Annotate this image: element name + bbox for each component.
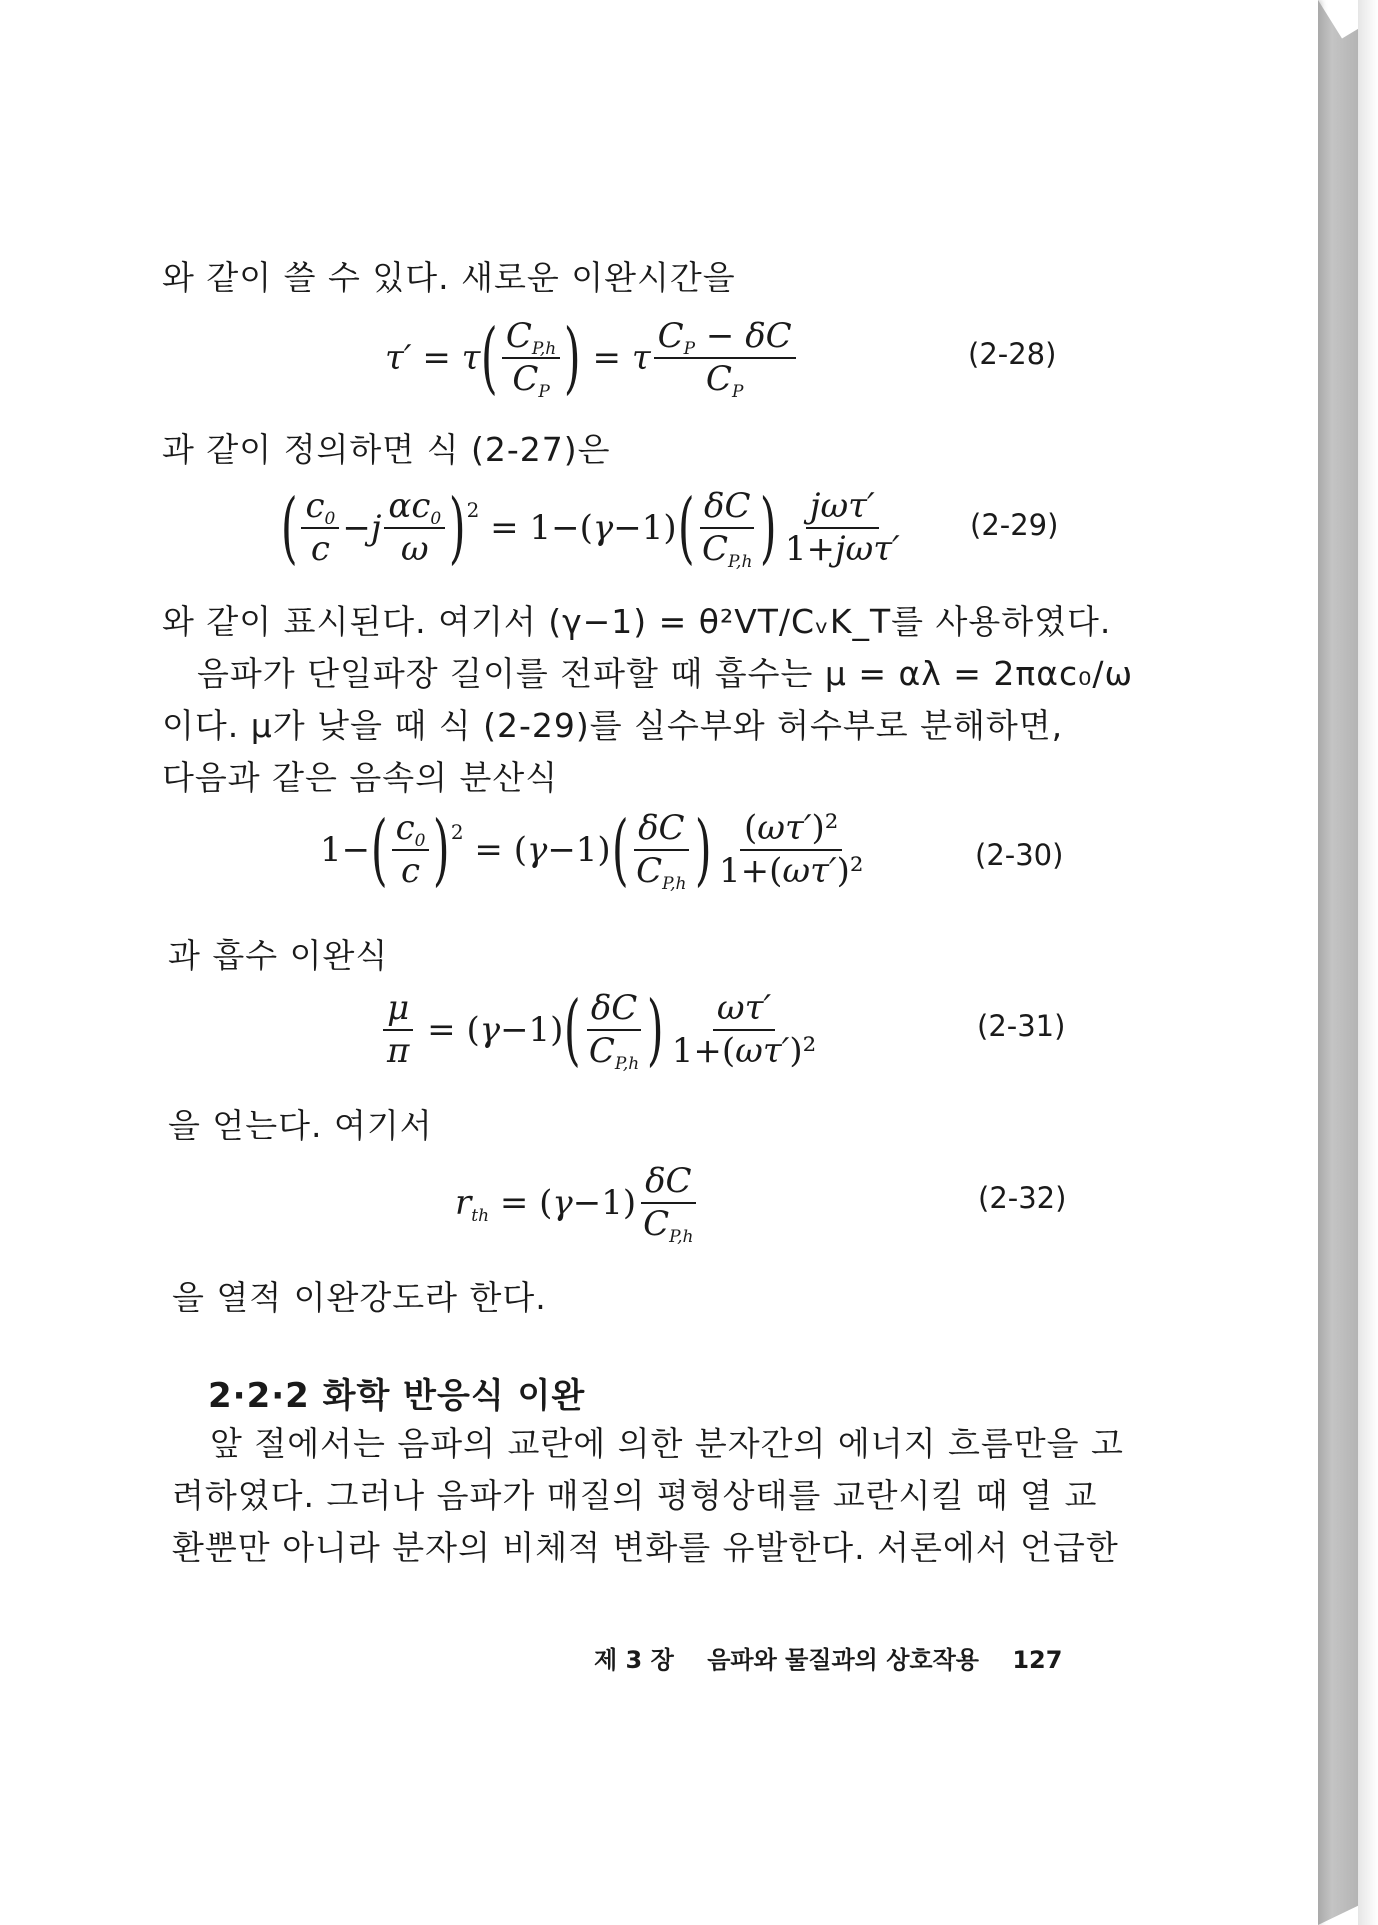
text-line-6: 다음과 같은 음속의 분산식: [162, 758, 559, 797]
page-edge: [1318, 0, 1358, 1925]
text-line-3: 와 같이 표시된다. 여기서 (γ−1) = θ²VT/CᵥK_T를 사용하였다.: [162, 602, 1112, 641]
equation-number-2-32: (2-32): [978, 1181, 1067, 1215]
equation-2-32: $r_{th}$ = ( γ −1) $\frac{\delta C}{C_{P,h}}$: [455, 1163, 701, 1244]
text-line-5: 이다. μ가 낮을 때 식 (2-29)를 실수부와 허수부로 분해하면,: [162, 706, 1064, 745]
running-footer: [594, 1640, 1062, 1675]
equation-number-2-29: (2-29): [970, 508, 1059, 542]
equation-number-2-30: (2-30): [975, 838, 1064, 872]
paragraph-line-3: 환뿐만 아니라 분자의 비체적 변화를 유발한다. 서론에서 언급한: [172, 1528, 1119, 1567]
equation-2-28: τ′ = τ ( $\frac{C_{P,h}}{C_P}$ ) = τ $\frac{C_P - \delta C}{C_P}$: [385, 318, 799, 399]
text-line-9: 을 열적 이완강도라 한다.: [172, 1278, 547, 1317]
footer-title: 음파와 물질과의 상호작용: [707, 1646, 979, 1674]
equation-2-31: $\frac{\mu}{\pi}$ = ( γ −1) ( $\frac{\delta C}{C_{P,h}}$ ) $\frac{\omega\tau'}{\text{1+(ωτ′)²}}$: [380, 990, 823, 1071]
equation-2-29: ( $\frac{c_0}{c}$ − j $\frac{\alpha c_0}{\omega}$ ) 2 = 1−( γ −1) ( $\frac{\delta C}{C_{P,h}}$ ) $\frac{\text{jωτ′}}{\text{1+jωτ′}}$: [280, 483, 900, 574]
footer-chapter: 제 3 장: [594, 1646, 674, 1674]
equation-2-30: 1− ( $\frac{c_0}{c}$ ) 2 = ( γ −1) ( $\frac{\delta C}{C_{P,h}}$ ) $\frac{\text{(ωτ′)²}}{\text{1+(ωτ′)²}}$: [320, 805, 864, 896]
paragraph-line-2: 려하였다. 그러나 음파가 매질의 평형상태를 교란시킬 때 열 교: [172, 1476, 1098, 1515]
equation-number-2-28: (2-28): [968, 337, 1057, 371]
page-number: 127: [1012, 1646, 1063, 1674]
page-edge-shadow: [1358, 0, 1378, 1925]
text-line-1: 와 같이 쓸 수 있다. 새로운 이완시간을: [162, 258, 736, 297]
text-line-2: 과 같이 정의하면 식 (2-27)은: [162, 430, 611, 469]
equation-number-2-31: (2-31): [977, 1009, 1066, 1043]
paragraph-line-1: 앞 절에서는 음파의 교란에 의한 분자간의 에너지 흐름만을 고: [210, 1424, 1124, 1463]
text-line-8: 을 얻는다. 여기서: [168, 1106, 433, 1145]
text-line-4: 음파가 단일파장 길이를 전파할 때 흡수는 μ = αλ = 2παc₀/ω: [197, 654, 1134, 693]
text-line-7: 과 흡수 이완식: [168, 936, 389, 975]
section-heading: 2·2·2 화학 반응식 이완: [208, 1376, 586, 1416]
